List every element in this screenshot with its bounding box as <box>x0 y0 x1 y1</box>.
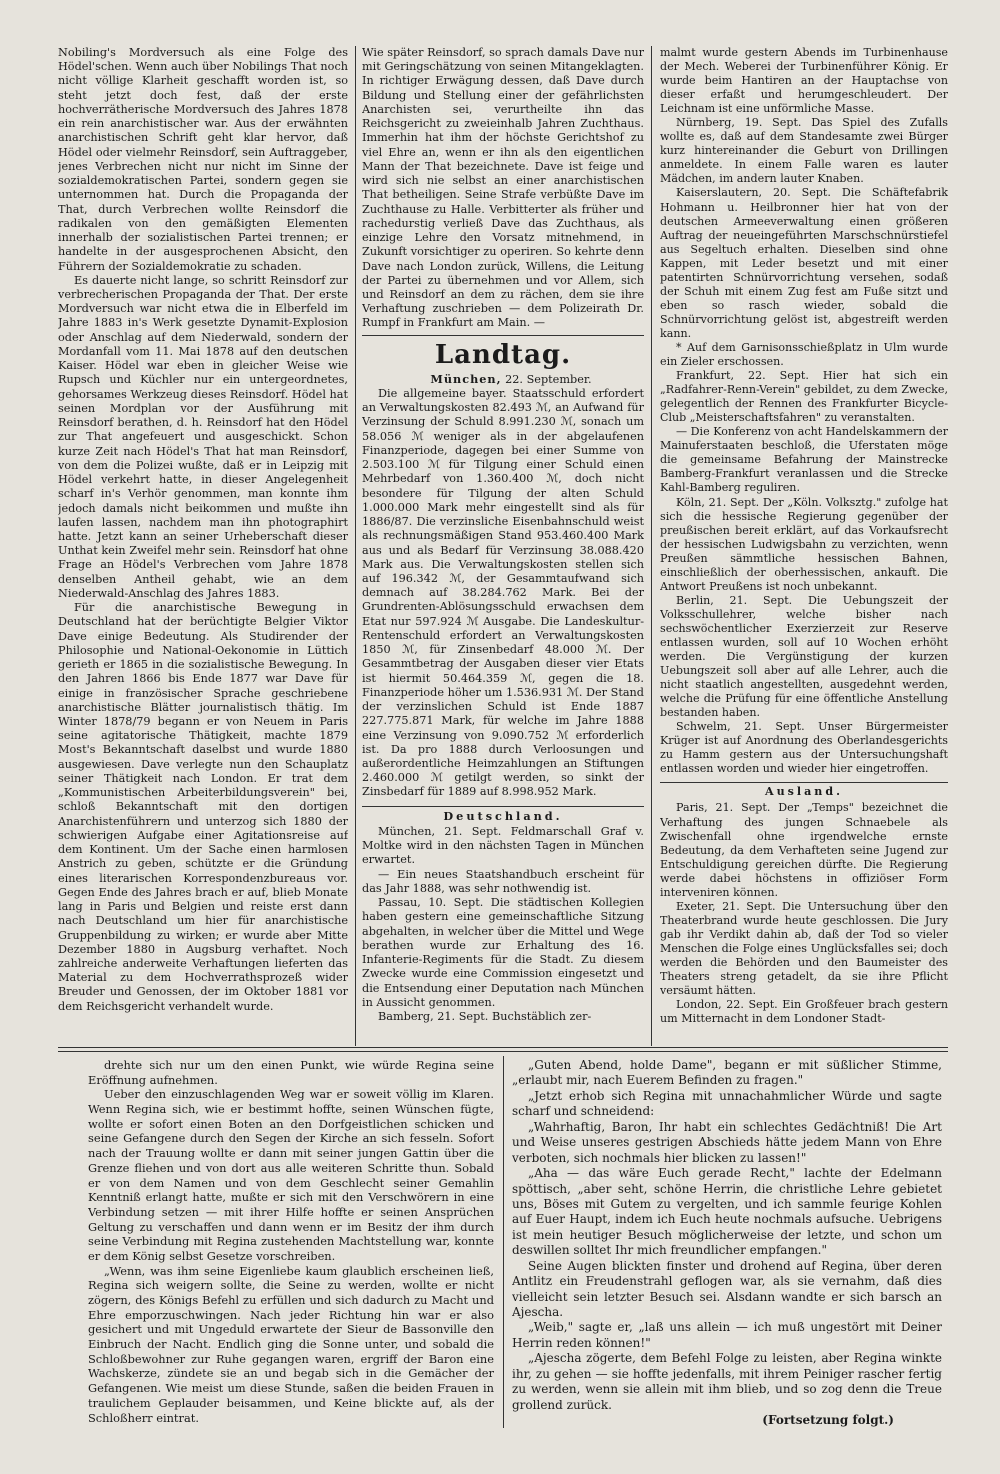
article-paragraph: Nürnberg, 19. Sept. Das Spiel des Zufalls wollte es, daß auf dem Standesamte zwei Bürger kurz hintereinander die Geburt von Drillingen anmeldete. In einem Falle waren es lauter Mädchen, im andern lauter Knaben. <box>660 116 948 186</box>
column-divider <box>355 46 356 1046</box>
story-paragraph: „Wenn, was ihm seine Eigenliebe kaum glaublich erscheinen ließ, Regina sich weigern sollte, die Seine zu werden, wollte er nicht zögern, des Königs Befehl zu erfüllen und sich dadurch zu Macht und Ehre emporzuschwingen. Nach jeder Richtung hin war er also gesichert und mit Ungeduld erwartete der Sieur de Bassonville den Einbruch der Nacht. Endlich ging die Sonne unter, und sobald die Schloßbewohner zur Ruhe gegangen waren, ergriff der Baron eine Wachskerze, zündete sie an und begab sich in die Gemächer der Gefangenen. Wie meist um diese Stunde, saßen die beiden Frauen in traulichem Geplauder beisammen, und Keine blickte auf, als der Schloßherr eintrat. <box>88 1263 494 1425</box>
news-column-1 <box>58 46 348 1041</box>
section-divider <box>660 782 948 783</box>
article-paragraph: Bamberg, 21. Sept. Buchstäblich zer- <box>378 1010 592 1023</box>
article-paragraph: malmt wurde gestern Abends im Turbinenhause der Mech. Weberei der Turbinenführer König. Er wurde beim Hantiren an der Hauptachse von dieser erfaßt und herumgeschleudert. Der Leichnam ist eine unförmliche Masse. <box>660 46 948 116</box>
story-paragraph: Ueber den einzuschlagenden Weg war er soweit völlig im Klaren. Wenn Regina sich, wie er bestimmt hoffte, seinen Wünschen fügte, wollte er sofort einen Boten an den Dorfgeistlichen schicken und seine Gefangene durch den Segen der Kirche an sich fesseln. Sofort nach der Trauung wollte er dann mit seiner jungen Gattin über die Grenze fliehen und von dort aus alle weiteren Schritte thun. Sobald er von dem Namen und von dem Geschlecht seiner Gemahlin Kenntniß erlangt hatte, mußte er sich mit den Verschwörern in eine Verbindung setzen — mit ihrer Hilfe hoffte er seinen Ansprüchen Geltung zu verschaffen und dann wenn er im Besitz der ihm durch seine Verbindung mit Regina zustehenden Machtstellung war, konnte er dem König selbst Gesetze vorschreiben. <box>88 1087 494 1263</box>
article-paragraph: Exeter, 21. Sept. Die Untersuchung über den Theaterbrand wurde heute geschlossen. Die Jury gab ihr Verdikt dahin ab, daß der Tod so vieler Menschen die Folge eines Unglücksfalles sei; doch werden die Behörden und den Baumeister des Theaters streng getadelt, da sie ihre Pflicht versäumt hätten. <box>660 899 948 998</box>
news-column-2 <box>362 46 644 1041</box>
story-paragraph: „Guten Abend, holde Dame", begann er mit süßlicher Stimme, „erlaubt mir, nach Euerem Befinden zu fragen." <box>512 1058 942 1088</box>
article-paragraph: Schwelm, 21. Sept. Unser Bürgermeister Krüger ist auf Anordnung des Oberlandesgerichts zu Hamm gestern aus der Untersuchungshaft entlassen worden und wieder hier eingetroffen. <box>660 720 948 776</box>
article-paragraph: Nobiling's Mordversuch als eine Folge des Hödel'schen. Wenn auch über Nobilings That noch nicht völlige Klarheit geschafft worden ist, so steht jetzt doch fest, daß der erste hochverrätherische Mordversuch des Jahres 1878 ein rein anarchistischer war. Aus der erwähnten anarchistischen Schrift geht klar hervor, daß Hödel oder vielmehr Reinsdorf, sein Auftraggeber, jenes Verbrechen nicht nur nicht im Sinne der sozialdemokratischen Partei, sondern gegen sie unternommen hat. Durch die Propaganda der That, durch Verbrechen wollte Reinsdorf die radikalen von den gemäßigten Elementen innerhalb der sozialistischen Partei trennen; er handelte in der ausgesprochenen Absicht, den Führern der Sozialdemokratie zu schaden. <box>58 46 348 273</box>
continuation-note: (Fortsetzung folgt.) <box>762 1413 894 1428</box>
article-paragraph: Wie später Reinsdorf, so sprach damals Dave nur mit Geringschätzung von seinen Mitangeklagten. In richtiger Erwägung dessen, daß Dave durch Bildung und Stellung einer der gefährlichsten Anarchisten sei, verurtheilte ihn das Reichsgericht zu zweieinhalb Jahren Zuchthaus. Immerhin hat ihm der höchste Gerichtshof zu viel Ehre an, wenn er ihn als den eigentlichen Mann der That bezeichnete. Dave ist feige und wird sich nie selbst an einer anarchistischen That betheiligen. Seine Strafe verbüßte Dave im Zuchthause zu Halle. Verbitterter als früher und rachedurstig verließ Dave das Zuchthaus, als einzige Lehre den Vorsatz mitnehmend, in Zukunft vorsichtiger zu operiren. So kehrte denn Dave nach London zurück, Willens, die Leitung der Partei zu übernehmen und vor Allem, sich und Reinsdorf an dem zu rächen, dem sie ihre Verhaftung zuschrieben — dem Polizeirath Dr. Rumpf in Frankfurt am Main. — <box>362 46 644 330</box>
article-paragraph: Köln, 21. Sept. Der „Köln. Volksztg." zufolge hat sich die hessische Regierung gegenüber der preußischen bereit erklärt, auf das Vorkaufsrecht der hessischen Ludwigsbahn zu verzichten, wenn Preußen sämmtliche hessischen Bahnen, einschließlich der oberhessischen, ankauft. Die Antwort Preußens ist noch unbekannt. <box>660 495 948 593</box>
feuilleton-divider <box>58 1047 948 1052</box>
article-paragraph: — Ein neues Staatshandbuch erscheint für das Jahr 1888, was sehr nothwendig ist. <box>362 867 644 895</box>
dateline-place: München, <box>430 371 502 386</box>
section-divider <box>362 335 644 336</box>
story-paragraph: „Weib," sagte er, „laß uns allein — ich muß ungestört mit Deiner Herrin reden können!" <box>512 1320 942 1350</box>
article-paragraph: Frankfurt, 22. Sept. Hier hat sich ein „Radfahrer-Renn-Verein" gebildet, zu dem Zwecke, gelegentlich der Rennen des Frankfurter Bicycle-Club „Meisterschaftsfahren" zu veranstalten. <box>660 369 948 425</box>
news-column-3 <box>660 46 948 1041</box>
dateline-date: 22. September. <box>505 372 592 386</box>
story-paragraph: „Wahrhaftig, Baron, Ihr habt ein schlechtes Gedächtniß! Die Art und Weise unseres gestrigen Abschieds hätte jedem Mann von Ehre verboten, sich nochmals hier blicken zu lassen!" <box>512 1119 942 1165</box>
article-paragraph: Die allgemeine bayer. Staatsschuld erfordert an Verwaltungskosten 82.493 ℳ, an Aufwand für Verzinsung der Schuld 8.991.230 ℳ, sonach um 58.056 ℳ weniger als in der abgelaufenen Finanzperiode, dagegen bei einer Summe von 2.503.100 ℳ für Tilgung einer Schuld einen Mehrbedarf von 1.360.400 ℳ, doch nicht besondere für Tilgung der alten Schuld 1.000.000 Mark mehr eingestellt sind als für 1886/87. Die verzinsliche Eisenbahnschuld weist als rechnungsmäßigen Stand 953.460.400 Mark aus und als Bedarf für Verzinsung 38.088.420 Mark aus. Die Verwaltungskosten stellen sich auf 196.342 ℳ, der Gesammtaufwand sich demnach auf 38.284.762 Mark. Bei der Grundrenten-Ablösungsschuld erwachsen dem Etat nur 597.924 ℳ Ausgabe. Die Landeskultur-Rentenschuld erfordert an Verwaltungskosten 1850 ℳ, für Zinsenbedarf 48.000 ℳ. Der Gesammtbetrag der Ausgaben dieser vier Etats ist hiermit 50.464.359 ℳ, gegen die 18. Finanzperiode höher um 1.536.931 ℳ. Der Stand der verzinslichen Schuld ist Ende 1887 227.775.871 Mark, für welche im Jahre 1888 eine Verzinsung von 9.090.752 ℳ erforderlich ist. Da pro 1888 durch Verloosungen und außerordentliche Heimzahlungen an Stiftungen 2.460.000 ℳ getilgt werden, so sinkt der Zinsbedarf für 1889 auf 8.998.952 Mark. <box>362 386 644 799</box>
story-paragraph: Seine Augen blickten finster und drohend auf Regina, über deren Antlitz ein Freudenstrahl geflogen war, als sie vernahm, daß dies vielleicht sein letzter Besuch sei. Alsdann wandte er sich barsch an Ajescha. <box>512 1258 942 1319</box>
column-divider <box>503 1056 504 1428</box>
article-paragraph: Es dauerte nicht lange, so schritt Reinsdorf zur verbrecherischen Propaganda der That. Der erste Mordversuch war nicht etwa die in Elberfeld im Jahre 1883 in's Werk gesetzte Dynamit-Explosion oder Anschlag auf dem Niederwald, sondern der Mordanfall vom 11. Mai 1878 auf den deutschen Kaiser. Hödel war eben in gleicher Weise wie Rupsch und Küchler nur ein untergeordnetes, gehorsames Werkzeug dieses Reinsdorf. Hödel hat seinen Mordplan vor der Ausführung mit Reinsdorf berathen, d. h. Reinsdorf hat den Hödel zur That angefeuert und ausgeschickt. Schon kurze Zeit nach Hödel's That hat man Reinsdorf, von dem die Polizei wußte, daß er in Leipzig mit Hödel verkehrt hatte, in dieser Angelegenheit scharf in's Verhör genommen, man konnte ihm jedoch damals nicht beikommen und mußte ihn laufen lassen, nachdem man ihn photographirt hatte. Jetzt kann an seiner Urheberschaft dieser Unthat kein Zweifel mehr sein. Reinsdorf hat ohne Frage an Hödel's Verbrechen vom Jahre 1878 denselben Antheil gehabt, wie an dem Niederwald-Anschlag des Jahres 1883. <box>58 273 348 600</box>
column-divider <box>651 46 652 1046</box>
article-paragraph: Für die anarchistische Bewegung in Deutschland hat der berüchtigte Belgier Viktor Dave einige Bedeutung. Als Studirender der Philosophie und National-Oekonomie in Lüttich gerieth er 1865 in die sozialistische Bewegung. In den Jahren 1866 bis Ende 1877 war Dave für einige in französischer Sprache geschriebene anarchistische Blätter journalistisch thätig. Im Winter 1878/79 begann er von Neuem in Paris seine agitatorische Thätigkeit, machte 1879 Most's Bekanntschaft daselbst und wurde 1880 ausgewiesen. Dave verlegte nun den Schauplatz seiner Thätigkeit nach London. Er trat dem „Kommunistischen Arbeiterbildungsverein" bei, schloß Bekanntschaft mit den dortigen Anarchistenführern und unterzog sich 1880 der schwierigen Aufgabe einer Agitationsreise auf dem Kontinent. Um der Sache einen harmlosen Anstrich zu geben, schützte er die Gründung eines literarischen Korrespondenzbureaus vor. Gegen Ende des Jahres brach er auf, blieb Monate lang in Paris und Belgien und reiste erst dann nach Deutschland um hier für anarchistische Gruppenbildung zu wirken; er wurde aber Mitte Dezember 1880 in Augsburg verhaftet. Noch zahlreiche anderweite Verhaftungen lieferten das Material zu dem Hochverrathsprozeß wider Breuder und Genossen, der im Oktober 1881 vor dem Reichsgericht verhandelt wurde. <box>58 601 348 1013</box>
article-paragraph: München, 21. Sept. Feldmarschall Graf v. Moltke wird in den nächsten Tagen in München erwartet. <box>362 824 644 867</box>
article-paragraph: Passau, 10. Sept. Die städtischen Kollegien haben gestern eine gemeinschaftliche Sitzung abgehalten, in welcher über die Mittel und Wege berathen wurde zur Erhaltung des 16. Infanterie-Regiments für die Stadt. Zu diesem Zwecke wurde eine Commission eingesetzt und die Entsendung einer Deputation nach München in Aussicht genommen. <box>362 896 644 1009</box>
article-paragraph: Kaiserslautern, 20. Sept. Die Schäftefabrik Hohmann u. Heilbronner hier hat von der deutschen Armeeverwaltung einen größeren Auftrag der neueingeführten Marschschnürstiefel aus Segeltuch erhalten. Dieselben sind ohne Kappen, mit Leder besetzt und mit einer patentirten Schnürvorrichtung versehen, sodaß der Schuh mit einem Zug fest am Fuße sitzt und eben so rasch wieder, sobald die Schnürvorrichtung gelöst ist, abgestreift werden kann. <box>660 186 948 340</box>
section-divider <box>362 806 644 807</box>
section-title-landtag: Landtag. <box>434 339 572 370</box>
dateline <box>362 372 644 387</box>
section-title-deutschland: Deutschland. <box>443 808 563 823</box>
story-paragraph: „Jetzt erhob sich Regina mit unnachahmlicher Würde und sagte scharf und schneidend: <box>512 1088 942 1119</box>
feuilleton-column-left <box>88 1058 494 1428</box>
section-title-ausland: Ausland. <box>764 785 843 799</box>
article-paragraph: Berlin, 21. Sept. Die Uebungszeit der Volksschullehrer, welche bisher nach sechswöchentlicher Exerzierzeit zur Reserve entlassen wurden, soll auf 10 Wochen erhöht werden. Die Vergünstigung der kurzen Uebungszeit soll aber auf alle Lehrer, auch die nicht staatlich angestellten, ausgedehnt werden, welche die Prüfung für eine öffentliche Anstellung bestanden haben. <box>660 593 948 720</box>
story-paragraph: „Aha — das wäre Euch gerade Recht," lachte der Edelmann spöttisch, „aber seht, schöne Herrin, die christliche Lehre gebietet uns, Böses mit Gutem zu vergelten, und ich sammle feurige Kohlen auf Euer Haupt, indem ich Euch heute nochmals aufsuche. Uebrigens ist mein heutiger Besuch möglicherweise der letzte, und schon um deswillen solltet Ihr mich freundlicher empfangen." <box>512 1166 942 1258</box>
article-paragraph: London, 22. Sept. Ein Großfeuer brach gestern um Mitternacht in dem Londoner Stadt- <box>660 998 948 1026</box>
story-paragraph: drehte sich nur um den einen Punkt, wie würde Regina seine Eröffnung aufnehmen. <box>88 1058 494 1087</box>
story-paragraph: „Ajescha zögerte, dem Befehl Folge zu leisten, aber Regina winkte ihr, zu gehen — sie hoffte jedenfalls, mit ihrem Peiniger rascher fertig zu werden, wenn sie allein mit ihm blieb, und so zog denn die Treue grollend zurück. <box>512 1351 942 1412</box>
article-paragraph: — Die Konferenz von acht Handelskammern der Mainuferstaaten beschloß, die Uferstaten möge die gemeinsame Befahrung der Mainstrecke Bamberg-Frankfurt veranlassen und die Strecke Kahl-Bamberg reguliren. <box>660 425 948 495</box>
article-paragraph: * Auf dem Garnisonsschießplatz in Ulm wurde ein Zieler erschossen. <box>660 340 948 369</box>
feuilleton-column-right <box>512 1058 942 1428</box>
article-paragraph: Paris, 21. Sept. Der „Temps" bezeichnet die Verhaftung des jungen Schnaebele als Zwischenfall ohne irgendwelche ernste Bedeutung, da dem Verhafteten seine Jugend zur Entschuldigung gereichen dürfte. Die Regierung werde dabei höchstens in offiziöser Form interveniren können. <box>660 801 948 899</box>
